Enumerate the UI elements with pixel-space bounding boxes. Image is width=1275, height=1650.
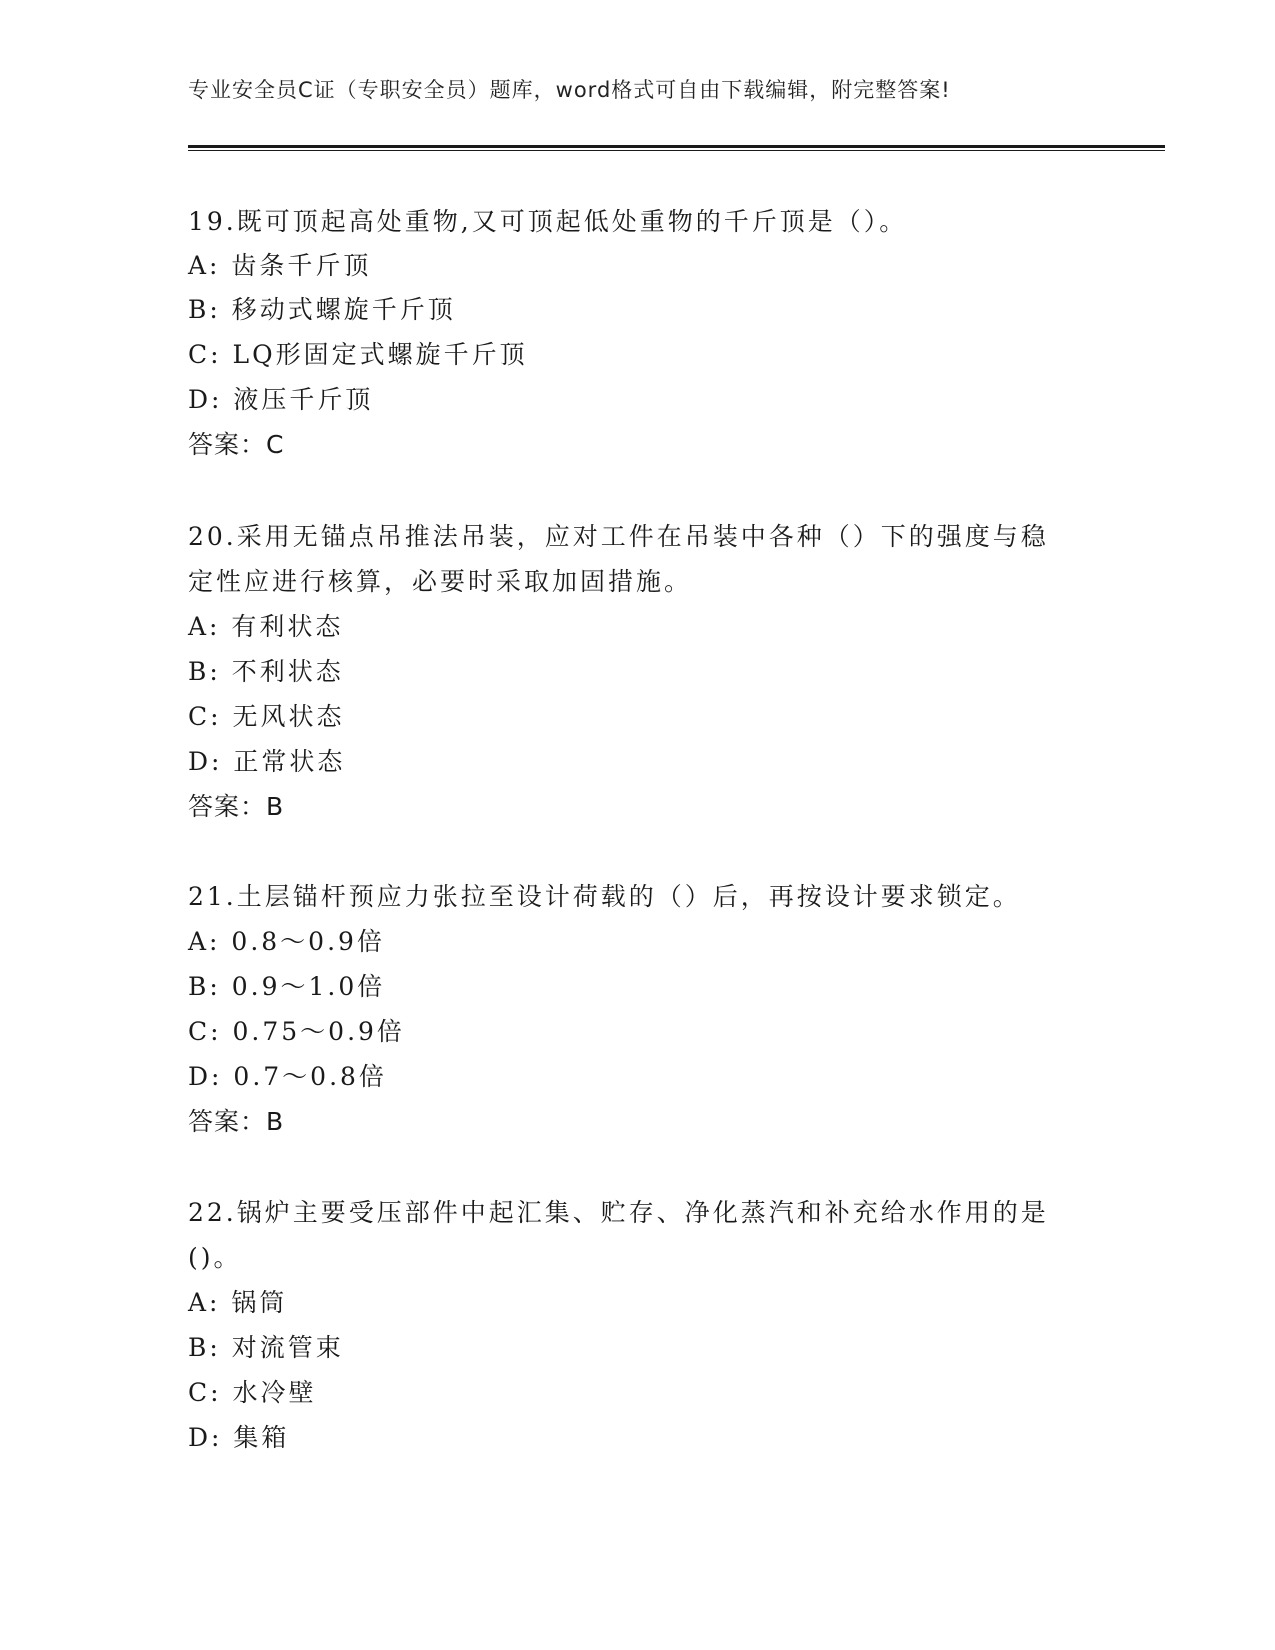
question-19-option-d: D: 液压千斤顶 [188,385,374,414]
question-20-answer: 答案：B [188,792,285,821]
question-22-option-a: A: 锅筒 [188,1288,288,1317]
question-20-option-d: D: 正常状态 [188,747,346,776]
question-22-option-c: C: 水冷壁 [188,1378,317,1407]
question-21-option-d: D: 0.7～0.8倍 [188,1062,387,1091]
question-19-answer: 答案：C [188,430,285,459]
question-19-option-c: C: LQ形固定式螺旋千斤顶 [188,340,528,369]
question-22-stem-line-1: 22.锅炉主要受压部件中起汇集、贮存、净化蒸汽和补充给水作用的是 [188,1198,1049,1227]
question-21-option-c: C: 0.75～0.9倍 [188,1017,405,1046]
page-header: 专业安全员C证（专职安全员）题库，word格式可自由下载编辑，附完整答案! [188,78,951,102]
question-20-stem-line-2: 定性应进行核算，必要时采取加固措施。 [188,567,693,596]
header-rule-thin [188,150,1165,151]
question-22-stem-line-2: ()。 [188,1243,242,1272]
question-20-option-b: B: 不利状态 [188,657,344,686]
question-20-option-c: C: 无风状态 [188,702,345,731]
question-19-stem: 19.既可顶起高处重物,又可顶起低处重物的千斤顶是（）。 [188,207,908,236]
question-22-option-d: D: 集箱 [188,1423,290,1452]
question-21-stem: 21.土层锚杆预应力张拉至设计荷载的（）后，再按设计要求锁定。 [188,882,1021,911]
question-20-stem-line-1: 20.采用无锚点吊推法吊装，应对工件在吊装中各种（）下的强度与稳 [188,522,1049,551]
question-21-option-b: B: 0.9～1.0倍 [188,972,386,1001]
question-22-option-b: B: 对流管束 [188,1333,344,1362]
question-19-option-a: A: 齿条千斤顶 [188,251,372,280]
question-20-option-a: A: 有利状态 [188,612,344,641]
question-19-option-b: B: 移动式螺旋千斤顶 [188,295,456,324]
question-21-answer: 答案：B [188,1107,285,1136]
header-rule-thick [188,145,1165,148]
question-21-option-a: A: 0.8～0.9倍 [188,927,385,956]
